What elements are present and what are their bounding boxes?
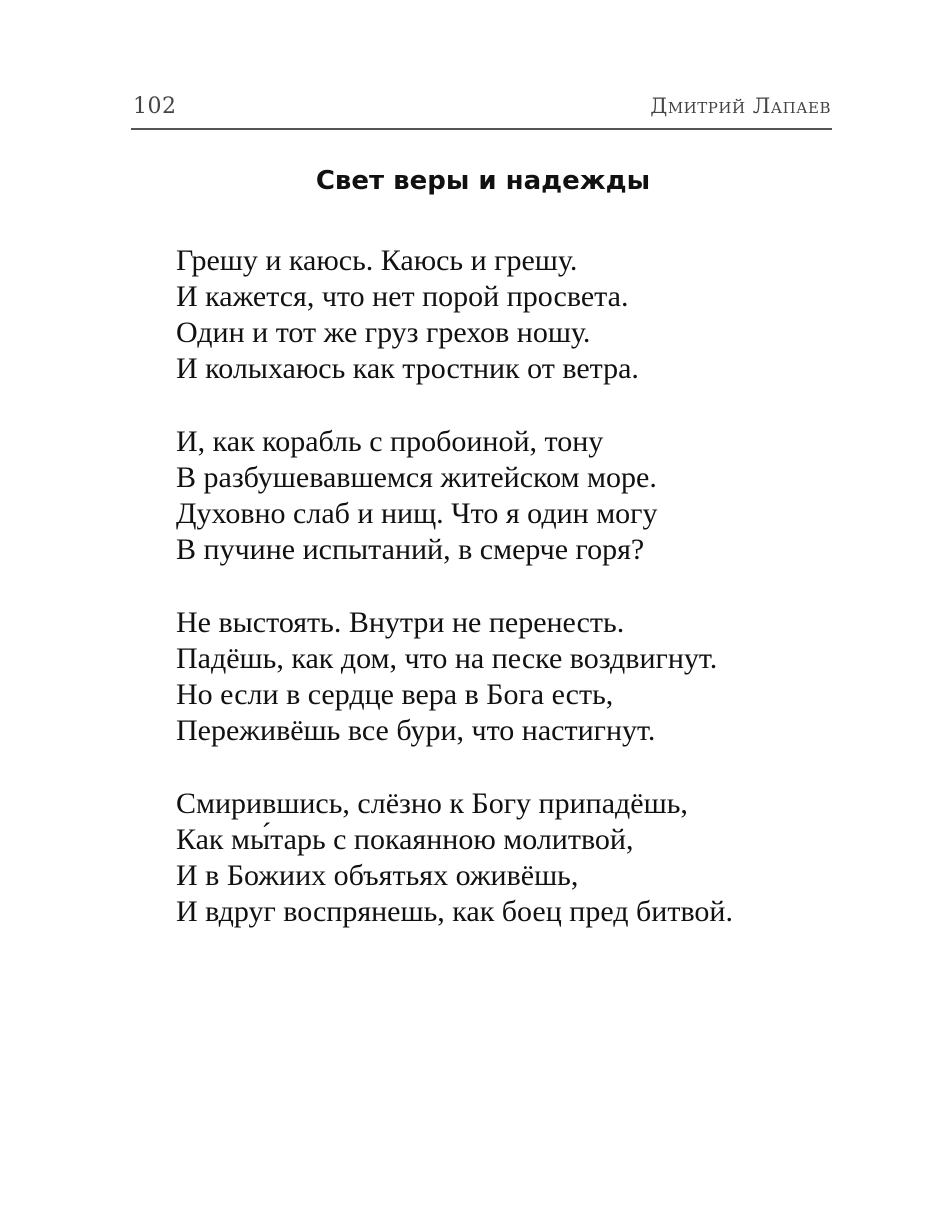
running-header bbox=[133, 94, 831, 126]
poem-body bbox=[176, 243, 876, 967]
poem-line: И в Божиих объятьях оживёшь, bbox=[176, 859, 579, 892]
poem-line: Как мы́тарь с покаянною молитвой, bbox=[176, 823, 634, 856]
poem-line: В разбушевавшемся житейском море. bbox=[176, 461, 657, 494]
poem-line: Переживёшь все бури, что настигнут. bbox=[176, 714, 656, 747]
poem-line: И кажется, что нет порой просвета. bbox=[176, 280, 629, 313]
poem-line: Но если в сердце вера в Бога есть, bbox=[176, 678, 614, 711]
poem-line: Грешу и каюсь. Каюсь и грешу. bbox=[176, 244, 578, 277]
stanza-4 bbox=[176, 786, 876, 930]
poem-line: Падёшь, как дом, что на песке воздвигнут. bbox=[176, 642, 718, 675]
poem-line: Смирившись, слёзно к Богу припадёшь, bbox=[176, 787, 688, 820]
poem-line: И колыхаюсь как тростник от ветра. bbox=[176, 352, 639, 385]
header-rule bbox=[131, 128, 832, 130]
poem-line: И, как корабль с пробоиной, тону bbox=[176, 425, 604, 458]
poem-line: И вдруг воспрянешь, как боец пред битвой. bbox=[176, 895, 733, 928]
poem-line: Не выстоять. Внутри не перенесть. bbox=[176, 606, 625, 639]
stanza-2 bbox=[176, 424, 876, 568]
stanza-1 bbox=[176, 243, 876, 387]
stanza-3 bbox=[176, 605, 876, 749]
poem-line: Один и тот же груз грехов ношу. bbox=[176, 316, 591, 349]
poem-line: Духовно слаб и нищ. Что я один могу bbox=[176, 497, 658, 530]
page-number: 102 bbox=[133, 94, 177, 119]
poem-line: В пучине испытаний, в смерче горя? bbox=[176, 533, 645, 566]
author-name: Дмитрий Лапаев bbox=[650, 94, 831, 118]
poem-title: Свет веры и надежды bbox=[315, 166, 651, 196]
